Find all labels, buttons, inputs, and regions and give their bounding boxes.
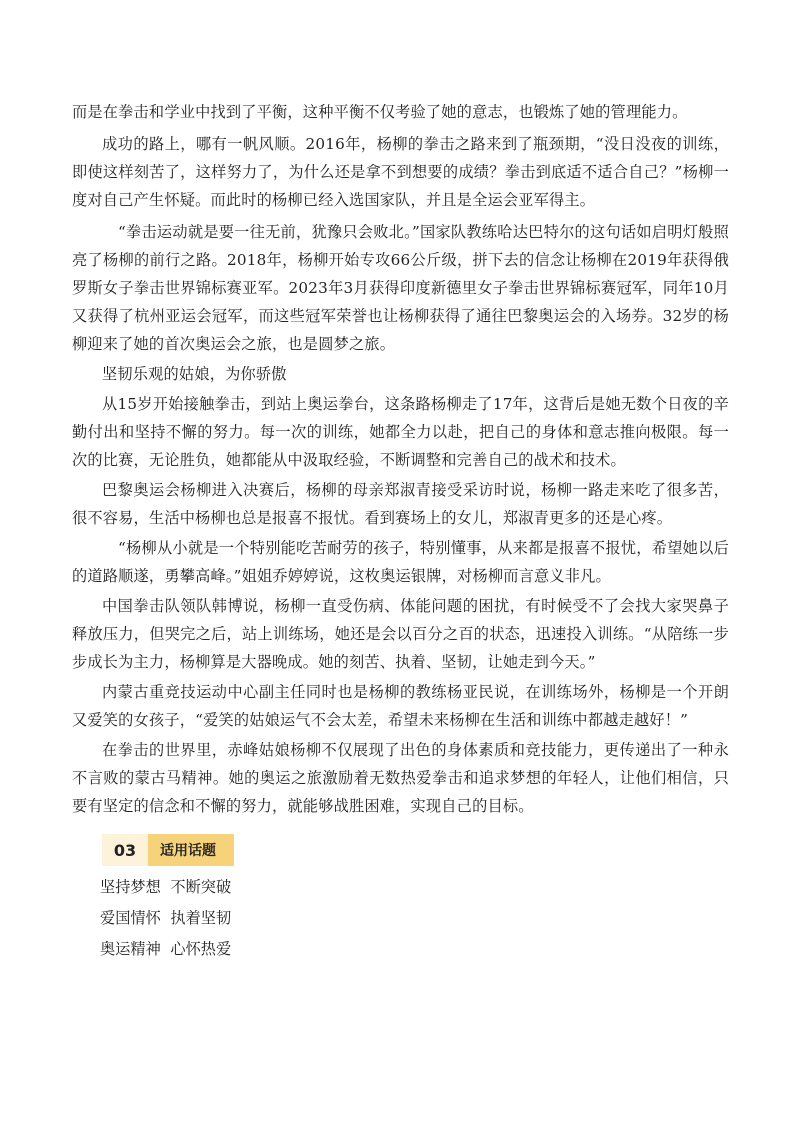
topic-item: 坚持梦想 不断突破 <box>100 878 232 896</box>
paragraph-1: 而是在拳击和学业中找到了平衡，这种平衡不仅考验了她的意志，也锻炼了她的管理能力。 <box>72 103 688 121</box>
section-label: 适用话题 <box>148 834 234 866</box>
topic-item: 爱国情怀 执着坚韧 <box>100 909 232 927</box>
paragraph-4: 从15岁开始接触拳击，到站上奥运拳台，这条路杨柳走了17年，这背后是她无数个日夜的辛勤付出和坚持不懈的努力。每一次的训练，她都全力以赴，把自己的身体和意志推向极限。每一次的比赛，无论胜负，她都能从中汲取经验，不断调整和完善自己的战术和技术。 <box>72 395 729 469</box>
paragraph-9: 在拳击的世界里，赤峰姑娘杨柳不仅展现了出色的身体素质和竞技能力，更传递出了一种永不言败的蒙古马精神。她的奥运之旅激励着无数热爱拳击和追求梦想的年轻人，让他们相信，只要有坚定的信念和不懈的努力，就能够战胜困难，实现自己的目标。 <box>72 741 729 815</box>
paragraph-7: 中国拳击队领队韩博说，杨柳一直受伤病、体能问题的困扰，有时候受不了会找大家哭鼻子释放压力，但哭完之后，站上训练场，她还是会以百分之百的状态，迅速投入训练。“从陪练一步步成长为主力，杨柳算是大器晚成。她的刻苦、执着、坚韧，让她走到今天。” <box>72 597 729 671</box>
paragraph-3: “拳击运动就是要一往无前，犹豫只会败北。”国家队教练哈达巴特尔的这句话如启明灯般照亮了杨柳的前行之路。2018年，杨柳开始专攻66公斤级，拼下去的信念让杨柳在2019年获得俄罗斯女子拳击世界锦标赛亚军。2023年3月获得印度新德里女子拳击世界锦标赛冠军，同年10月又获得了杭州亚运会冠军，而这些冠军荣誉也让杨柳获得了通往巴黎奥运会的入场券。32岁的杨柳迎来了她的首次奥运会之旅，也是圆梦之旅。 <box>72 223 729 353</box>
document-page <box>72 98 729 965</box>
topic-list <box>100 872 729 965</box>
section-badge <box>102 834 729 866</box>
paragraph-5: 巴黎奥运会杨柳进入决赛后，杨柳的母亲郑淑青接受采访时说，杨柳一路走来吃了很多苦，很不容易，生活中杨柳也总是报喜不报忧。看到赛场上的女儿，郑淑青更多的还是心疼。 <box>72 481 729 527</box>
paragraph-6: “杨柳从小就是一个特别能吃苦耐劳的孩子，特别懂事，从来都是报喜不报忧，希望她以后的道路顺遂，勇攀高峰。”姐姐乔婷婷说，这枚奥运银牌，对杨柳而言意义非凡。 <box>72 539 729 585</box>
paragraph-8: 内蒙古重竞技运动中心副主任同时也是杨柳的教练杨亚民说，在训练场外，杨柳是一个开朗又爱笑的女孩子，“爱笑的姑娘运气不会太差，希望未来杨柳在生活和训练中都越走越好！” <box>72 683 729 729</box>
paragraph-2: 成功的路上，哪有一帆风顺。2016年，杨柳的拳击之路来到了瓶颈期，“没日没夜的训练，即使这样刻苦了，这样努力了，为什么还是拿不到想要的成绩？拳击到底适不适合自己？”杨柳一度对自己产生怀疑。而此时的杨柳已经入选国家队，并且是全运会亚军得主。 <box>72 135 729 209</box>
section-number: 03 <box>102 834 148 866</box>
topic-item: 奥运精神 心怀热爱 <box>100 940 232 958</box>
subheading: 坚韧乐观的姑娘，为你骄傲 <box>102 365 287 383</box>
